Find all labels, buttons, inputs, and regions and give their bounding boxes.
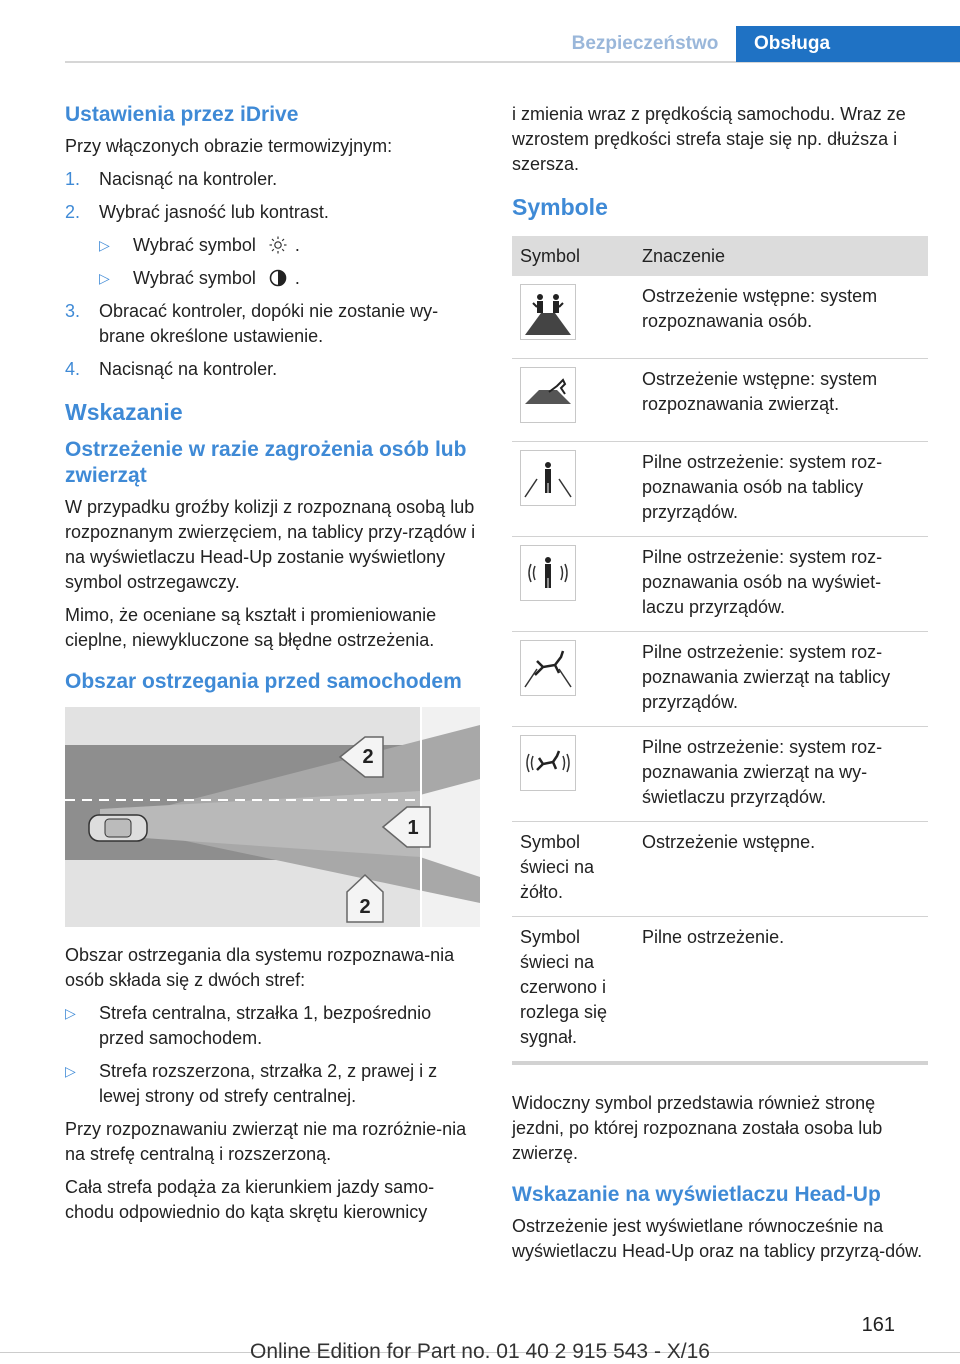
step-number: 3. [65,301,81,321]
person-sound-icon [520,545,576,601]
zones-list [65,1001,480,1109]
substep-text: Wybrać symbol [133,268,256,288]
heading-obszar: Obszar ostrzegania przed samochodem [65,670,462,693]
zone-item [65,1059,480,1109]
steps-list [65,167,480,382]
person-road-icon [520,450,576,506]
symbol-desc-text: Symbol świeci na żółto. [512,822,634,917]
meaning-text: Ostrzeżenie wstępne. [634,822,928,917]
table-row [512,442,928,537]
step-text: Nacisnąć na kontroler. [99,359,278,379]
table-row [512,632,928,727]
step-text: Nacisnąć na kontroler. [99,169,278,189]
substep-after: . [294,268,300,288]
triangle-bullet-icon: ▷ [65,1005,76,1021]
table-header-row [512,236,928,276]
page-number: 161 [861,1314,895,1336]
left-column [65,102,480,1233]
substep-after: . [294,235,300,255]
paragraph-continued: i zmienia wraz z prędkością samochodu. Wraz ze wzrostem prędkości strefa staje się np. dłuższa i szersza. [512,104,906,174]
table-row [512,822,928,917]
paragraph-zones: Obszar ostrzegania dla systemu rozpoznawa-nia osób składa się z dwóch stref: [65,945,455,990]
substep-contrast [99,266,480,291]
persons-road-icon [520,284,576,340]
table-header-meaning: Znaczenie [634,236,928,276]
arrow-label: 2 [362,746,374,768]
animal-road-icon [520,367,576,423]
meaning-text: Ostrzeżenie wstępne: system rozpoznawania osób. [634,276,928,359]
table-row [512,537,928,632]
triangle-bullet-icon: ▷ [99,270,110,286]
meaning-text: Pilne ostrzeżenie: system roz-poznawania zwierząt na tablicy przyrządów. [634,632,928,727]
step-3 [65,299,480,349]
symbols-table [512,236,928,1065]
heading-ustawienia: Ustawienia przez iDrive [65,103,299,126]
paragraph-road-side: Widoczny symbol przedstawia również stronę jezdni, po której rozpoznana została osoba lub zwierzę. [512,1093,883,1163]
step-number: 4. [65,359,81,379]
step-text: Wybrać jasność lub kontrast. [99,202,329,222]
intro-text: Przy włączonych obrazie termowizyjnym: [65,136,393,156]
tab-obsluga[interactable]: Obsługa [736,26,960,62]
contrast-icon [267,269,289,287]
paragraph-collision: W przypadku groźby kolizji z rozpoznaną osobą lub rozpoznanym zwierzęciem, na tablicy przy-rządów i na wyświetlaczu Head-Up zostanie wyświetlony symbol ostrzegawczy. [65,497,476,592]
zone-item [65,1001,480,1051]
paragraph-direction: Cała strefa podąża za kierunkiem jazdy samo-chodu odpowiednio do kąta skrętu kierownicy [65,1177,435,1222]
right-column [512,102,928,1272]
deer-road-icon [520,640,576,696]
brightness-sun-icon [267,236,289,254]
edition-text: Online Edition for Part no. 01 40 2 915 543 - X/16 [250,1340,710,1363]
heading-ostrzezenie: Ostrzeżenie w razie zagrożenia osób lub zwierząt [65,438,467,487]
tab-bezpieczenstwo[interactable]: Bezpieczeństwo [571,33,719,54]
step-text: Obracać kontroler, dopóki nie zostanie wy-brane określone ustawienie. [99,301,439,346]
symbol-desc-text: Symbol świeci na czerwono i rozlega się sygnał. [512,917,634,1064]
substep-brightness [99,233,480,258]
step-number: 2. [65,202,81,222]
zone-text: Strefa centralna, strzałka 1, bezpośrednio przed samochodem. [99,1003,432,1048]
meaning-text: Pilne ostrzeżenie. [634,917,928,1064]
arrow-label: 2 [359,896,371,918]
meaning-text: Pilne ostrzeżenie: system roz-poznawania osób na tablicy przyrządów. [634,442,928,537]
deer-sound-icon [520,735,576,791]
table-row [512,917,928,1064]
meaning-text: Pilne ostrzeżenie: system roz-poznawania zwierząt na wy-świetlaczu przyrządów. [634,727,928,822]
footer [0,1314,960,1362]
heading-head-up: Wskazanie na wyświetlaczu Head-Up [512,1183,881,1206]
paragraph-false-warnings: Mimo, że oceniane są kształt i promieniowanie cieplne, niewykluczone są błędne ostrzeżenia. [65,605,437,650]
step-4 [65,357,480,382]
meaning-text: Pilne ostrzeżenie: system roz-poznawania osób na wyświet-laczu przyrządów. [634,537,928,632]
car-icon [89,815,147,841]
meaning-text: Ostrzeżenie wstępne: system rozpoznawania zwierząt. [634,359,928,442]
step-2 [65,200,480,225]
table-row [512,276,928,359]
triangle-bullet-icon: ▷ [99,237,110,253]
arrow-label: 1 [407,817,419,839]
table-row [512,359,928,442]
step-number: 1. [65,169,81,189]
heading-wskazanie: Wskazanie [65,399,183,425]
heading-symbole: Symbole [512,194,608,220]
table-row [512,727,928,822]
warning-zone-figure [65,707,480,927]
paragraph-animals: Przy rozpoznawaniu zwierząt nie ma rozróżnie-nia na strefę centralną i rozszerzoną. [65,1119,467,1164]
triangle-bullet-icon: ▷ [65,1063,76,1079]
zone-text: Strefa rozszerzona, strzałka 2, z prawej i z lewej strony od strefy centralnej. [99,1061,438,1106]
paragraph-head-up: Ostrzeżenie jest wyświetlane równocześnie na wyświetlaczu Head-Up oraz na tablicy przyrzą-dów. [512,1216,923,1261]
table-header-symbol: Symbol [512,236,634,276]
step-1 [65,167,480,192]
substep-text: Wybrać symbol [133,235,256,255]
